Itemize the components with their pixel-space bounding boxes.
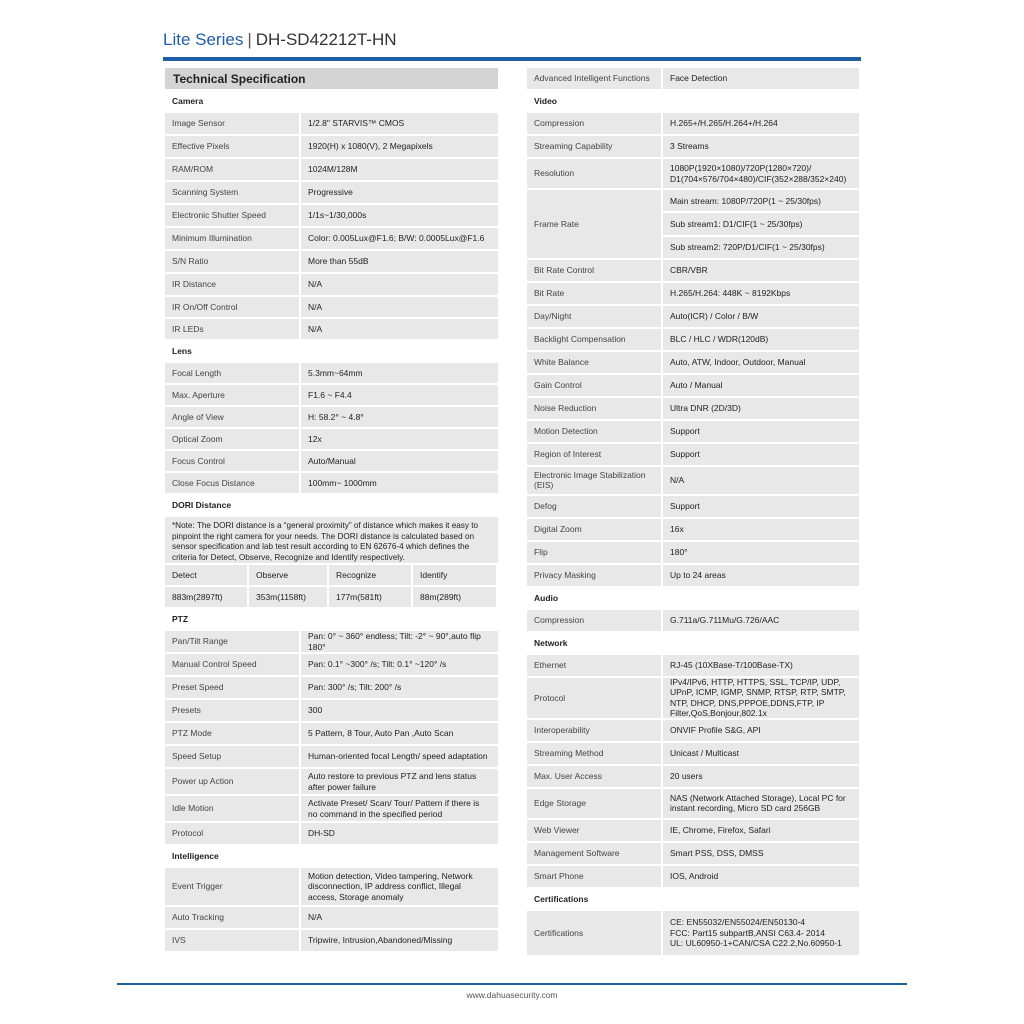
dori-value: 353m(1158ft) (249, 587, 327, 607)
spec-key: Event Trigger (165, 868, 299, 905)
spec-key: Manual Control Speed (165, 654, 299, 675)
spec-value: 3 Streams (663, 136, 859, 157)
intelligence-table (165, 868, 498, 951)
spec-value: Smart PSS, DSS, DMSS (663, 843, 859, 864)
spec-value: 300 (301, 700, 498, 721)
dori-header: Recognize (329, 565, 411, 585)
spec-row (527, 159, 859, 188)
spec-key: IVS (165, 930, 299, 951)
spec-value: Sub stream2: 720P/D1/CIF(1 ~ 25/30fps) (663, 237, 859, 258)
spec-value: Pan: 0° ~ 360° endless; Tilt: -2° ~ 90°,auto flip 180° (301, 631, 498, 652)
spec-value: 5 Pattern, 8 Tour, Auto Pan ,Auto Scan (301, 723, 498, 744)
spec-value: IE, Chrome, Firefox, Safari (663, 820, 859, 841)
dori-value-row (165, 587, 498, 607)
network-table (527, 655, 859, 887)
spec-row (527, 329, 859, 350)
spec-value: Progressive (301, 182, 498, 203)
footer-url: www.dahuasecurity.com (466, 990, 558, 1000)
spec-key: Optical Zoom (165, 429, 299, 449)
spec-value: IOS, Android (663, 866, 859, 887)
dori-value: 88m(289ft) (413, 587, 496, 607)
spec-value: Support (663, 444, 859, 465)
spec-row (165, 182, 498, 203)
spec-key: Idle Motion (165, 796, 299, 821)
spec-row (165, 473, 498, 493)
spec-key: Speed Setup (165, 746, 299, 767)
bottom-rule (117, 983, 907, 985)
spec-row (527, 843, 859, 864)
spec-row (527, 467, 859, 494)
camera-table (165, 113, 498, 339)
spec-key: RAM/ROM (165, 159, 299, 180)
spec-row (165, 700, 498, 721)
frame-rate-values (663, 190, 859, 258)
spec-value: Tripwire, Intrusion,Abandoned/Missing (301, 930, 498, 951)
spec-key: Edge Storage (527, 789, 661, 818)
spec-value: Face Detection (663, 68, 859, 89)
spec-value: ONVIF Profile S&G, API (663, 720, 859, 741)
spec-row (165, 677, 498, 698)
spec-value: 1/2.8" STARVIS™ CMOS (301, 113, 498, 134)
spec-key: Protocol (165, 823, 299, 844)
spec-key: Scanning System (165, 182, 299, 203)
spec-value: Auto / Manual (663, 375, 859, 396)
spec-value: BLC / HLC / WDR(120dB) (663, 329, 859, 350)
spec-value: G.711a/G.711Mu/G.726/AAC (663, 610, 859, 631)
spec-value: DH-SD (301, 823, 498, 844)
spec-key: S/N Ratio (165, 251, 299, 272)
spec-key: Angle of View (165, 407, 299, 427)
spec-row (165, 631, 498, 652)
spec-key: Compression (527, 610, 661, 631)
spec-row (165, 228, 498, 249)
spec-row (165, 319, 498, 339)
spec-key: Pan/Tilt Range (165, 631, 299, 652)
spec-key: Motion Detection (527, 421, 661, 442)
spec-row (165, 796, 498, 821)
spec-value: Motion detection, Video tampering, Network disconnection, IP address conflict, Illegal access, Storage anomaly (301, 868, 498, 905)
spec-value: Color: 0.005Lux@F1.6; B/W: 0.0005Lux@F1.6 (301, 228, 498, 249)
spec-key: Max. User Access (527, 766, 661, 787)
spec-row (165, 385, 498, 405)
spec-row (165, 746, 498, 767)
frame-rate-group (527, 190, 859, 258)
spec-row (165, 363, 498, 383)
spec-value: Auto restore to previous PTZ and lens status after power failure (301, 769, 498, 794)
section-network: Network (534, 637, 568, 648)
spec-value: RJ-45 (10XBase-T/100Base-TX) (663, 655, 859, 676)
spec-key: Streaming Method (527, 743, 661, 764)
spec-row (527, 610, 859, 631)
spec-key: Bit Rate Control (527, 260, 661, 281)
spec-value: H: 58.2° ~ 4.8° (301, 407, 498, 427)
spec-row (165, 297, 498, 317)
spec-key: Defog (527, 496, 661, 517)
spec-key: Noise Reduction (527, 398, 661, 419)
spec-row (165, 251, 498, 272)
spec-value: H.265/H.264: 448K ~ 8192Kbps (663, 283, 859, 304)
spec-value: 1920(H) x 1080(V), 2 Megapixels (301, 136, 498, 157)
left-column (165, 68, 498, 953)
spec-key: Effective Pixels (165, 136, 299, 157)
spec-value: Sub stream1: D1/CIF(1 ~ 25/30fps) (663, 213, 859, 234)
model-name: DH-SD42212T-HN (255, 30, 397, 49)
spec-row (527, 720, 859, 741)
spec-key: Power up Action (165, 769, 299, 794)
spec-value: 1080P(1920×1080)/720P(1280×720)/ D1(704×576/704×480)/CIF(352×288/352×240) (663, 159, 859, 188)
dori-header: Detect (165, 565, 247, 585)
spec-key: Interoperability (527, 720, 661, 741)
dori-header-row (165, 565, 498, 585)
spec-value: N/A (301, 297, 498, 317)
spec-key: Preset Speed (165, 677, 299, 698)
spec-key: Digital Zoom (527, 519, 661, 540)
spec-value: Ultra DNR (2D/3D) (663, 398, 859, 419)
lens-table (165, 363, 498, 493)
spec-row (527, 911, 859, 955)
spec-value: Human-oriented focal Length/ speed adaptation (301, 746, 498, 767)
spec-row (165, 654, 498, 675)
spec-value: 1/1s~1/30,000s (301, 205, 498, 226)
spec-key: Focus Control (165, 451, 299, 471)
spec-value: Pan: 0.1° ~300° /s; Tilt: 0.1° ~120° /s (301, 654, 498, 675)
spec-value: 16x (663, 519, 859, 540)
spec-key: IR Distance (165, 274, 299, 295)
spec-row (165, 451, 498, 471)
dori-value: 883m(2897ft) (165, 587, 247, 607)
header-separator: | (247, 30, 252, 49)
spec-key: Ethernet (527, 655, 661, 676)
section-camera: Camera (172, 96, 204, 106)
section-audio: Audio (534, 592, 559, 603)
video-table (527, 113, 859, 586)
spec-key: Close Focus Distance (165, 473, 299, 493)
page-header (163, 30, 397, 50)
spec-row (527, 655, 859, 676)
spec-key: Electronic Shutter Speed (165, 205, 299, 226)
spec-row (527, 542, 859, 563)
spec-row (527, 766, 859, 787)
spec-value: Auto, ATW, Indoor, Outdoor, Manual (663, 352, 859, 373)
dori-value: 177m(581ft) (329, 587, 411, 607)
spec-key: Advanced Intelligent Functions (527, 68, 661, 89)
spec-row (165, 823, 498, 844)
spec-value: 12x (301, 429, 498, 449)
dori-header: Observe (249, 565, 327, 585)
spec-row (527, 565, 859, 586)
dori-header: Identify (413, 565, 496, 585)
spec-key: Management Software (527, 843, 661, 864)
spec-key: Resolution (527, 159, 661, 188)
spec-key: Certifications (527, 911, 661, 955)
spec-row (527, 496, 859, 517)
spec-key: IR On/Off Control (165, 297, 299, 317)
spec-value: Unicast / Multicast (663, 743, 859, 764)
spec-key: Gain Control (527, 375, 661, 396)
series-name: Lite Series (163, 30, 244, 49)
spec-row (527, 352, 859, 373)
spec-value: Pan: 300° /s; Tilt: 200° /s (301, 677, 498, 698)
spec-value: N/A (301, 319, 498, 339)
spec-key: Region of Interest (527, 444, 661, 465)
spec-value: 180° (663, 542, 859, 563)
spec-value: Auto(ICR) / Color / B/W (663, 306, 859, 327)
spec-row (527, 68, 859, 89)
audio-table (527, 610, 859, 631)
spec-key: Backlight Compensation (527, 329, 661, 350)
spec-key: IR LEDs (165, 319, 299, 339)
spec-row (165, 907, 498, 928)
spec-value: N/A (301, 274, 498, 295)
spec-row (165, 868, 498, 905)
ptz-table (165, 631, 498, 844)
spec-row (527, 444, 859, 465)
spec-row (165, 769, 498, 794)
spec-value: N/A (301, 907, 498, 928)
section-dori: DORI Distance (172, 500, 232, 510)
spec-value: IPv4/IPv6, HTTP, HTTPS, SSL, TCP/IP, UDP, UPnP, ICMP, IGMP, SNMP, RTSP, RTP, SMTP, NTP, DHCP, DNS,PPPOE,DDNS,FTP, IP Filter,QoS,Bonjour,802.1x (663, 678, 859, 718)
spec-key: Compression (527, 113, 661, 134)
spec-row (165, 159, 498, 180)
spec-row (165, 113, 498, 134)
spec-row (165, 407, 498, 427)
spec-key: Smart Phone (527, 866, 661, 887)
certification-line: CE: EN55032/EN55024/EN50130-4 (670, 917, 806, 928)
spec-row (165, 205, 498, 226)
spec-value: 5.3mm~64mm (301, 363, 498, 383)
spec-key: PTZ Mode (165, 723, 299, 744)
spec-key: Protocol (527, 678, 661, 718)
spec-row (527, 283, 859, 304)
spec-value: Support (663, 496, 859, 517)
spec-row (527, 375, 859, 396)
section-intelligence: Intelligence (172, 851, 219, 861)
spec-key: Auto Tracking (165, 907, 299, 928)
spec-key: Bit Rate (527, 283, 661, 304)
spec-row (165, 136, 498, 157)
spec-row (165, 723, 498, 744)
spec-value: H.265+/H.265/H.264+/H.264 (663, 113, 859, 134)
spec-value: Auto/Manual (301, 451, 498, 471)
spec-row (527, 866, 859, 887)
spec-key: Web Viewer (527, 820, 661, 841)
spec-row (527, 260, 859, 281)
spec-key: Minimum Illumination (165, 228, 299, 249)
spec-key: Frame Rate (527, 190, 661, 258)
certification-values (663, 911, 859, 955)
spec-value: 1024M/128M (301, 159, 498, 180)
spec-key: Max. Aperture (165, 385, 299, 405)
spec-key: Image Sensor (165, 113, 299, 134)
spec-value: 100mm~ 1000mm (301, 473, 498, 493)
spec-value: Activate Preset/ Scan/ Tour/ Pattern if there is no command in the specified period (301, 796, 498, 821)
spec-row (527, 421, 859, 442)
section-video: Video (534, 96, 557, 106)
spec-key: White Balance (527, 352, 661, 373)
spec-value: 20 users (663, 766, 859, 787)
spec-row (527, 136, 859, 157)
spec-key: Presets (165, 700, 299, 721)
spec-value: Main stream: 1080P/720P(1 ~ 25/30fps) (663, 190, 859, 211)
dori-note: *Note: The DORI distance is a “general proximity” of distance which makes it easy to pinpoint the right camera for your needs. The DORI distance is calculated based on sensor specification and lab test result according to EN 62676-4 which defines the criteria for Detect, Observe, Recognize and Identify respectively. (165, 517, 498, 563)
section-ptz: PTZ (172, 614, 189, 624)
spec-value: F1.6 ~ F4.4 (301, 385, 498, 405)
spec-key: Focal Length (165, 363, 299, 383)
certification-line: UL: UL60950-1+CAN/CSA C22.2,No.60950-1 (670, 938, 842, 949)
spec-value: More than 55dB (301, 251, 498, 272)
spec-row (527, 306, 859, 327)
spec-key: Privacy Masking (527, 565, 661, 586)
spec-value: NAS (Network Attached Storage), Local PC for instant recording, Micro SD card 256GB (663, 789, 859, 818)
spec-row (527, 820, 859, 841)
spec-value: Support (663, 421, 859, 442)
top-rule (163, 57, 861, 61)
spec-row (527, 789, 859, 818)
spec-key: Streaming Capability (527, 136, 661, 157)
spec-row (527, 113, 859, 134)
spec-row (527, 743, 859, 764)
right-column (527, 68, 859, 957)
spec-row (165, 429, 498, 449)
spec-value: Up to 24 areas (663, 565, 859, 586)
spec-row (527, 398, 859, 419)
spec-key: Day/Night (527, 306, 661, 327)
section-certifications: Certifications (534, 893, 589, 904)
spec-row (527, 678, 859, 718)
certification-line: FCC: Part15 subpartB,ANSI C63.4- 2014 (670, 927, 825, 938)
spec-row (527, 519, 859, 540)
spec-value: CBR/VBR (663, 260, 859, 281)
spec-title: Technical Specification (165, 68, 498, 89)
section-lens: Lens (172, 346, 192, 356)
spec-row (165, 930, 498, 951)
spec-key: Electronic Image Stabilization (EIS) (527, 467, 661, 494)
spec-value: N/A (663, 467, 859, 494)
spec-row (165, 274, 498, 295)
spec-key: Flip (527, 542, 661, 563)
